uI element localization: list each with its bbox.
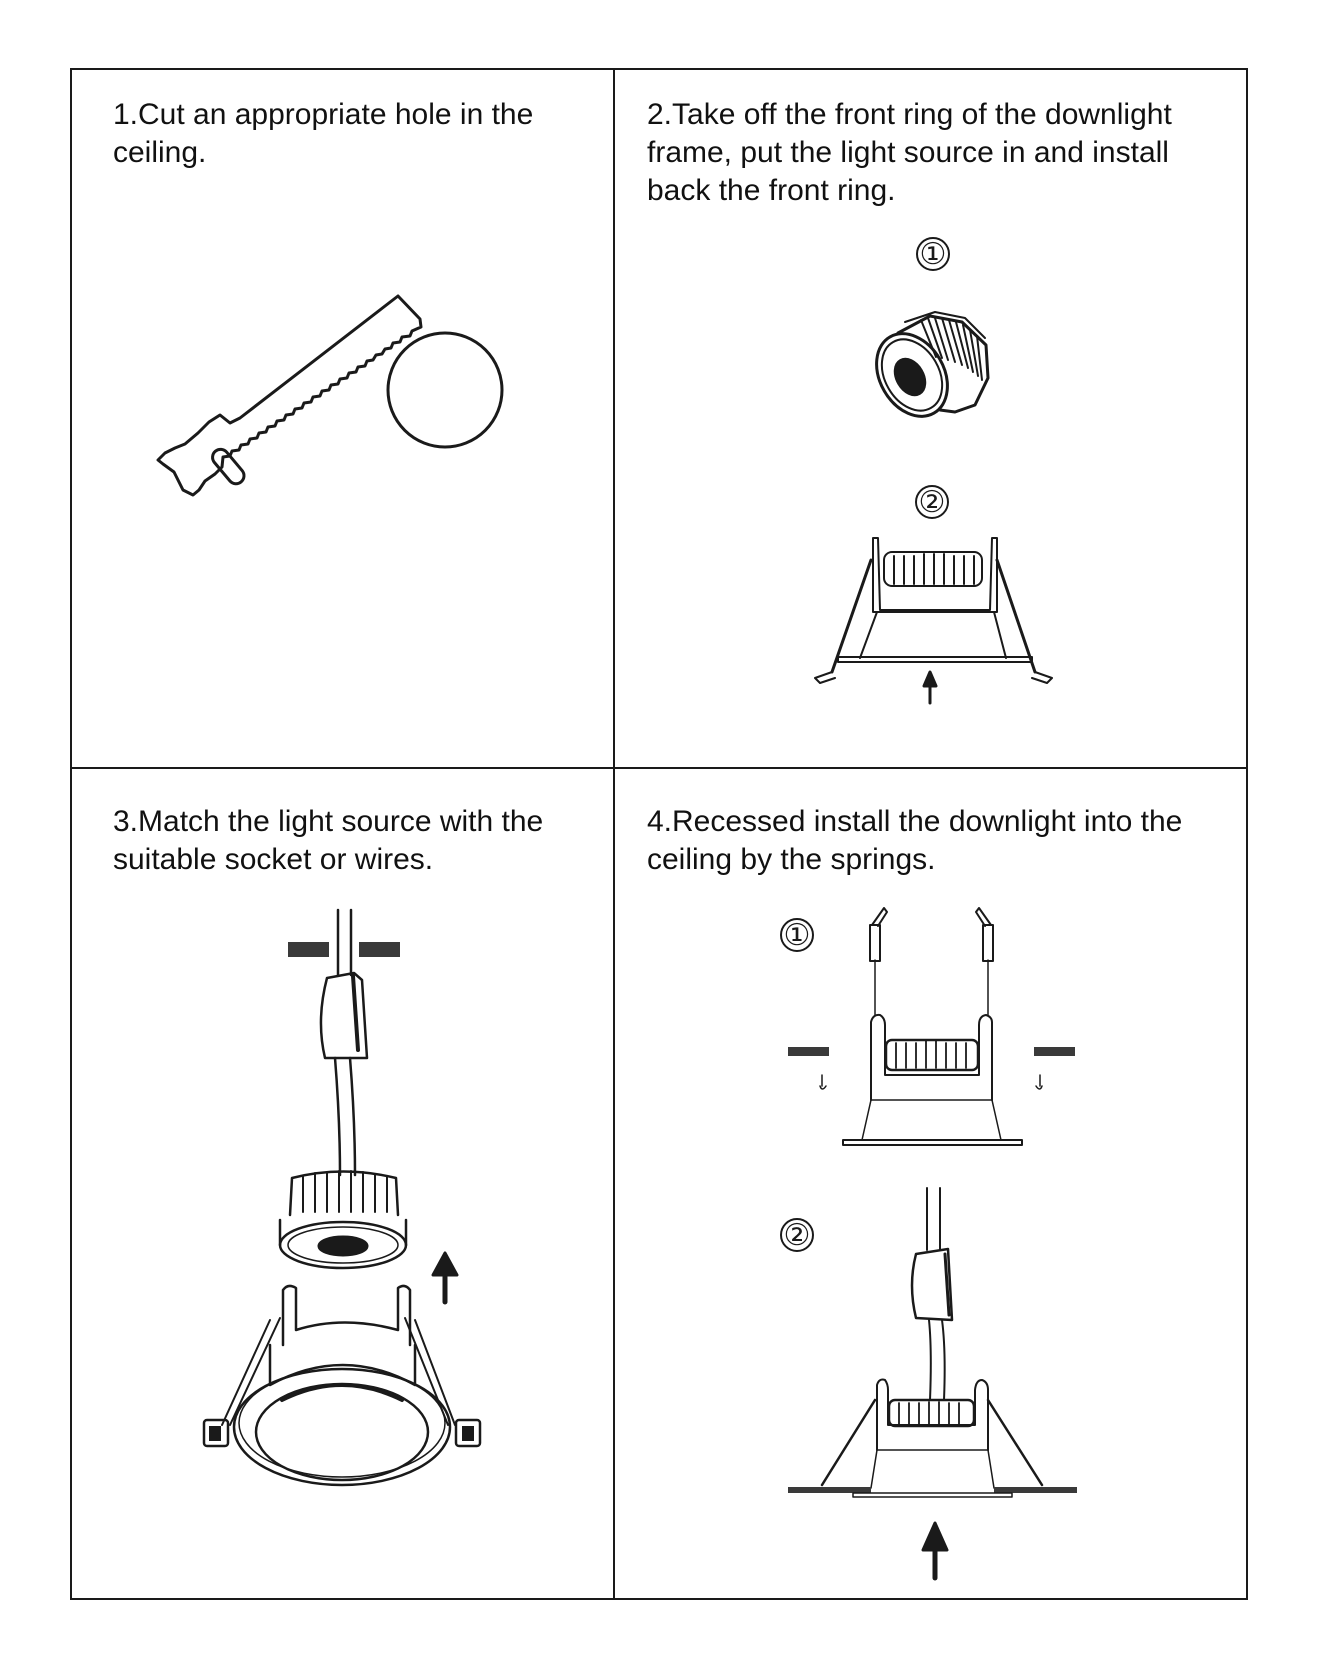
grid-divider-vertical <box>613 68 615 1600</box>
step-1-text: 1.Cut an appropriate hole in the ceiling. <box>113 98 534 169</box>
sub-label-4-1: ① <box>783 919 811 952</box>
sub-label-4-2: ② <box>783 1219 811 1252</box>
sub-label-2-2: ② <box>918 486 946 519</box>
step-3-text: 3.Match the light source with the suitable socket or wires. <box>113 805 544 876</box>
grid-divider-horizontal <box>70 767 1248 769</box>
sub-label-2-1: ① <box>919 238 947 271</box>
step-2-text: 2.Take off the front ring of the downlight frame, put the light source in and install back the front ring. <box>647 98 1172 207</box>
step-4-text: 4.Recessed install the downlight into the ceiling by the springs. <box>647 805 1183 876</box>
